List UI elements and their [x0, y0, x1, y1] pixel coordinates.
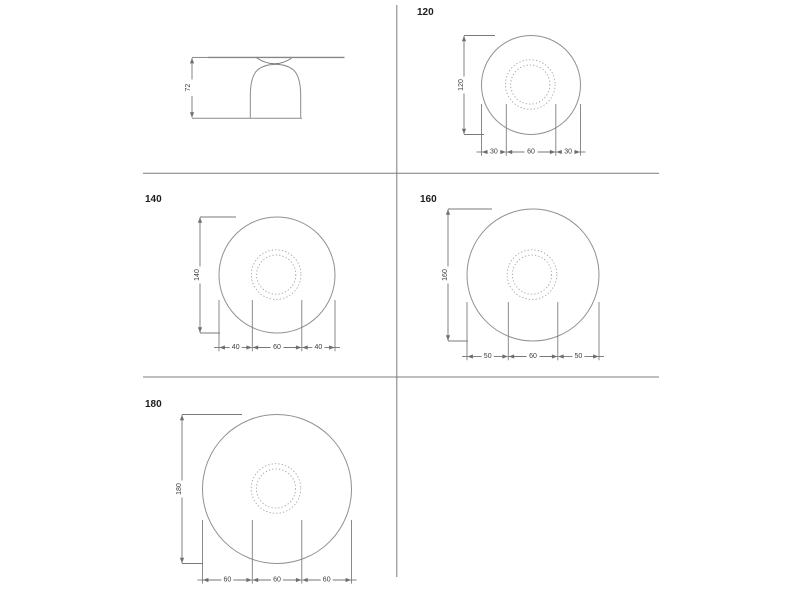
- base-dim-label: 50: [483, 353, 492, 360]
- tabletop-circle: [482, 36, 581, 135]
- base-dim-label: 60: [529, 353, 537, 360]
- diameter-dim-label: 180: [175, 483, 183, 495]
- panel-title: 140: [145, 194, 162, 205]
- tabletop-circle: [467, 209, 599, 341]
- diameter-dim-label: 120: [457, 79, 465, 91]
- grid-dividers: [143, 5, 659, 577]
- base-dim-label: 50: [574, 353, 583, 360]
- base-dashed-circle-inner: [511, 65, 550, 104]
- base-dim-label: 60: [273, 576, 281, 584]
- panel-top-view-120: [417, 7, 586, 156]
- panel-title: 160: [420, 194, 437, 205]
- panel-title: 120: [417, 7, 434, 18]
- diameter-dim-label: 140: [193, 269, 201, 281]
- base-dim-label: 60: [273, 344, 281, 351]
- base-dim-label: 60: [527, 148, 535, 156]
- base-dim-label: 30: [490, 148, 498, 156]
- base-dashed-circle-inner: [257, 255, 296, 294]
- panel-elevation: [185, 57, 345, 118]
- panel-top-view-160: [420, 194, 604, 360]
- base-dashed-circle-inner: [256, 469, 295, 508]
- base-bell-outline: [250, 64, 300, 117]
- diameter-dim-label: 160: [441, 269, 449, 281]
- base-dashed-circle-outer: [251, 464, 301, 514]
- panel-top-view-180: [145, 399, 357, 584]
- tabletop-circle: [203, 415, 352, 564]
- base-dashed-circle-outer: [251, 250, 301, 300]
- height-dim-label: 72: [185, 83, 192, 92]
- panel-top-view-140: [145, 194, 340, 351]
- tabletop-circle: [219, 217, 335, 333]
- base-dim-label: 40: [231, 344, 240, 351]
- base-flare-arc: [257, 58, 292, 64]
- base-dim-label: 30: [564, 148, 572, 156]
- base-dashed-circle-outer: [507, 250, 557, 300]
- base-dashed-circle-inner: [512, 255, 551, 294]
- base-dim-label: 40: [314, 344, 323, 351]
- base-dim-label: 60: [322, 576, 331, 584]
- base-dashed-circle-outer: [506, 60, 556, 110]
- base-dim-label: 60: [223, 576, 232, 584]
- panel-title: 180: [145, 399, 162, 410]
